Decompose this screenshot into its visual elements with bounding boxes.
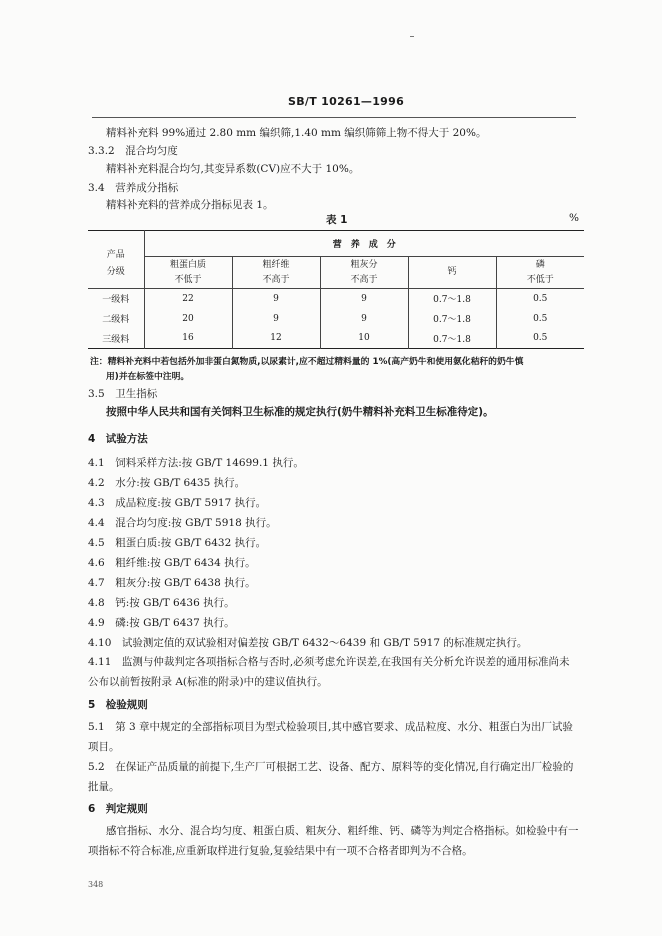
col-calcium bbox=[408, 257, 496, 289]
paragraph-hygiene: 按照中华人民共和国有关饲料卫生标准的规定执行(奶牛精料补充料卫生标准待定)。 bbox=[106, 406, 494, 418]
header-grade: 分级 bbox=[106, 266, 125, 277]
paragraph-mix-uniformity: 精料补充料混合均匀,其变异系数(CV)应不大于 10%。 bbox=[106, 163, 360, 175]
heading-3-3-2: 3.3.2 混合均匀度 bbox=[88, 145, 178, 157]
method-item: 4.2 水分:按 GB/T 6435 执行。 bbox=[88, 477, 246, 489]
cell-value: 0.5 bbox=[496, 309, 584, 329]
header-nutrition-group: 营 养 成 分 bbox=[144, 231, 584, 257]
cell-value: 0.5 bbox=[496, 329, 584, 349]
page-number: 348 bbox=[88, 880, 104, 889]
table-unit: % bbox=[569, 212, 579, 224]
row-grade: 三级料 bbox=[102, 334, 130, 345]
cell-value: 22 bbox=[144, 289, 232, 309]
paragraph-sieve: 精料补充料 99%通过 2.80 mm 编织筛,1.40 mm 编织筛筛上物不得大于 20%。 bbox=[106, 127, 487, 139]
cell-value: 10 bbox=[320, 329, 408, 349]
method-item: 4.1 饲料采样方法:按 GB/T 14699.1 执行。 bbox=[88, 457, 304, 469]
header-product-grade bbox=[88, 231, 144, 289]
nutrition-table bbox=[88, 230, 584, 349]
cell-value: 9 bbox=[320, 309, 408, 329]
method-item-4-11: 4.11 监测与仲裁判定各项指标合格与否时,必须考虑允许误差,在我国有关分析允许误差的通用标准尚未公布以前暂按附录 A(标准的附录)中的建议值执行。 bbox=[88, 656, 570, 688]
cell-value: 0.7～1.8 bbox=[408, 329, 496, 349]
method-item: 4.8 钙:按 GB/T 6436 执行。 bbox=[88, 597, 235, 609]
cell-value: 0.7～1.8 bbox=[408, 309, 496, 329]
row-grade: 二级料 bbox=[102, 315, 130, 325]
method-item: 4.9 磷:按 GB/T 6437 执行。 bbox=[88, 617, 235, 629]
paragraph-6: 感官指标、水分、混合均匀度、粗蛋白质、粗灰分、粗纤维、钙、磷等为判定合格指标。如检验中有一项指标不符合标准,应重新取样进行复验,复验结果中有一项不合格者即判为不合格。 bbox=[88, 825, 579, 857]
cell-value: 0.5 bbox=[496, 289, 584, 309]
col-sub: 不低于 bbox=[174, 274, 202, 285]
heading-4: 4 试验方法 bbox=[88, 433, 148, 445]
row-grade: 一级料 bbox=[102, 295, 130, 306]
table-row bbox=[88, 329, 584, 349]
col-name: 粗蛋白质 bbox=[169, 259, 206, 270]
col-crude-ash bbox=[320, 257, 408, 289]
table-row bbox=[88, 289, 584, 309]
col-phosphorus bbox=[496, 257, 584, 289]
table-note-line1: 注：精料补充料中若包括外加非蛋白氮物质,以尿素计,应不超过精料量的 1%(高产奶牛和使用氨化秸秆的奶牛慎 bbox=[90, 357, 524, 367]
method-item: 4.6 粗纤维:按 GB/T 6434 执行。 bbox=[88, 557, 256, 569]
method-item: 4.10 试验测定值的双试验相对偏差按 GB/T 6432～6439 和 GB/T 5917 的标准规定执行。 bbox=[88, 637, 528, 649]
col-name: 粗纤维 bbox=[262, 259, 290, 270]
col-sub: 不高于 bbox=[350, 274, 378, 285]
table-note-line2: 用)并在标签中注明。 bbox=[106, 372, 190, 382]
col-sub: 不高于 bbox=[262, 274, 290, 285]
method-item: 4.4 混合均匀度:按 GB/T 5918 执行。 bbox=[88, 517, 277, 529]
cell-value: 12 bbox=[232, 329, 320, 349]
table-row bbox=[88, 309, 584, 329]
cell-value: 9 bbox=[232, 309, 320, 329]
cell-value: 20 bbox=[144, 309, 232, 329]
method-item: 4.5 粗蛋白质:按 GB/T 6432 执行。 bbox=[88, 537, 267, 549]
cell-value: 16 bbox=[144, 329, 232, 349]
cell-value: 9 bbox=[320, 289, 408, 309]
col-name: 粗灰分 bbox=[350, 259, 378, 270]
paragraph-5-1: 5.1 第 3 章中规定的全部指标项目为型式检验项目,其中感官要求、成品粒度、水分、粗蛋白为出厂试验项目。 bbox=[88, 721, 573, 753]
standard-code-header: SB/T 10261—1996 bbox=[288, 95, 405, 108]
heading-3-5: 3.5 卫生指标 bbox=[88, 388, 158, 400]
table-caption: 表 1 bbox=[326, 214, 348, 226]
method-item: 4.7 粗灰分:按 GB/T 6438 执行。 bbox=[88, 577, 256, 589]
paragraph-nutrition: 精料补充料的营养成分指标见表 1。 bbox=[106, 199, 274, 211]
heading-6: 6 判定规则 bbox=[88, 803, 148, 815]
method-item: 4.3 成品粒度:按 GB/T 5917 执行。 bbox=[88, 497, 267, 509]
col-crude-fiber bbox=[232, 257, 320, 289]
cell-value: 0.7～1.8 bbox=[408, 289, 496, 309]
paragraph-5-2: 5.2 在保证产品质量的前提下,生产厂可根据工艺、设备、配方、原料等的变化情况,自行确定出厂检验的批量。 bbox=[88, 761, 574, 793]
col-sub: 不低于 bbox=[526, 274, 554, 285]
header-product: 产品 bbox=[106, 249, 125, 260]
scan-speck bbox=[410, 36, 414, 37]
col-name: 钙 bbox=[447, 267, 457, 277]
heading-5: 5 检验规则 bbox=[88, 699, 148, 711]
col-name: 磷 bbox=[535, 259, 545, 270]
heading-3-4: 3.4 营养成分指标 bbox=[88, 182, 179, 194]
col-crude-protein bbox=[144, 257, 232, 289]
cell-value: 9 bbox=[232, 289, 320, 309]
header-rule bbox=[92, 117, 576, 118]
